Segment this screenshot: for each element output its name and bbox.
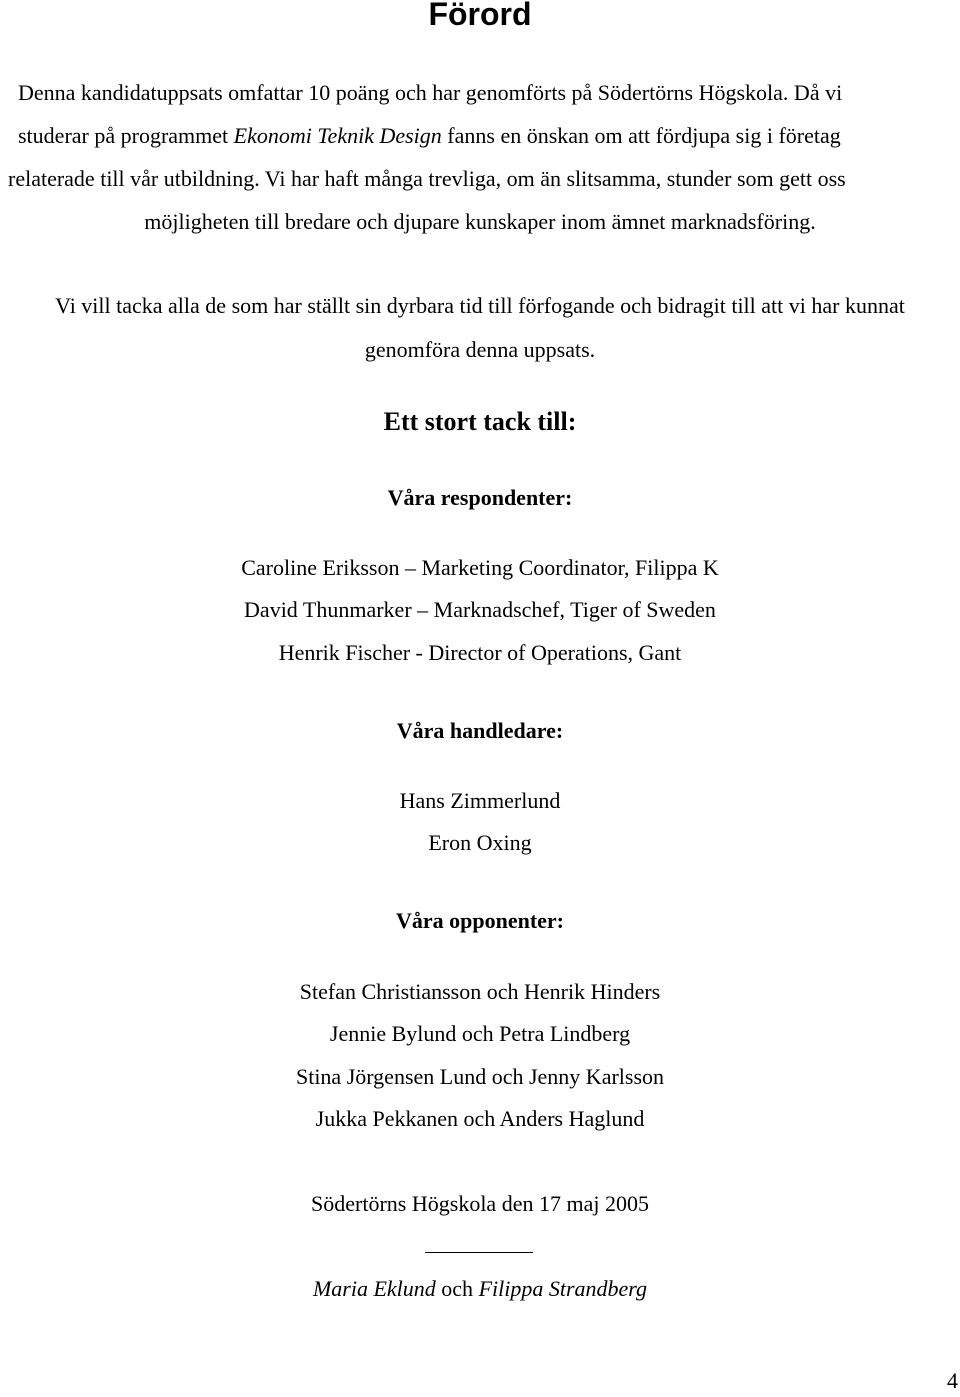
program-name: Ekonomi Teknik Design (233, 123, 442, 148)
respondent-item: David Thunmarker – Marknadschef, Tiger of Sweden (244, 597, 716, 622)
page-title: Förord (428, 0, 532, 32)
signature-line (425, 1252, 533, 1253)
intro-line-2-end: fanns en önskan om att fördjupa sig i företag (441, 123, 841, 148)
authors (0, 1275, 960, 1303)
intro-line-2-start: studerar på programmet (18, 123, 234, 148)
respondent-item: Henrik Fischer - Director of Operations, Gant (278, 640, 682, 665)
respondent-item: Caroline Eriksson – Marketing Coordinator, Filippa K (241, 555, 719, 580)
thanks-line-2: genomföra denna uppsats. (364, 337, 596, 362)
intro-line-1: Denna kandidatuppsats omfattar 10 poäng och har genomförts på Södertörns Högskola. Då vi (18, 80, 843, 105)
respondents-heading: Våra respondenter: (387, 485, 573, 510)
supervisor-item: Hans Zimmerlund (399, 788, 561, 813)
opponent-item: Jennie Bylund och Petra Lindberg (329, 1021, 631, 1046)
opponent-item: Stefan Christiansson och Henrik Hinders (299, 979, 661, 1004)
opponents-heading: Våra opponenter: (395, 908, 565, 933)
author-name: Filippa Strandberg (478, 1276, 648, 1301)
intro-line-3: relaterade till vår utbildning. Vi har haft många trevliga, om än slitsamma, stunder som gett oss (8, 166, 846, 191)
big-thanks-heading: Ett stort tack till: (383, 407, 577, 436)
intro-line-4: möjligheten till bredare och djupare kunskaper inom ämnet marknadsföring. (144, 209, 816, 234)
author-joiner: och (435, 1276, 479, 1301)
supervisor-item: Eron Oxing (428, 830, 532, 855)
author-name: Maria Eklund (312, 1276, 436, 1301)
supervisors-heading: Våra handledare: (396, 718, 564, 743)
opponent-item: Jukka Pekkanen och Anders Haglund (315, 1106, 645, 1131)
place-date: Södertörns Högskola den 17 maj 2005 (311, 1191, 649, 1216)
thanks-line-1: Vi vill tacka alla de som har ställt sin dyrbara tid till förfogande och bidragit till att vi har kunnat (55, 293, 905, 318)
intro-line-2 (18, 122, 841, 150)
opponent-item: Stina Jörgensen Lund och Jenny Karlsson (295, 1064, 665, 1089)
page-number: 4 (947, 1368, 958, 1393)
